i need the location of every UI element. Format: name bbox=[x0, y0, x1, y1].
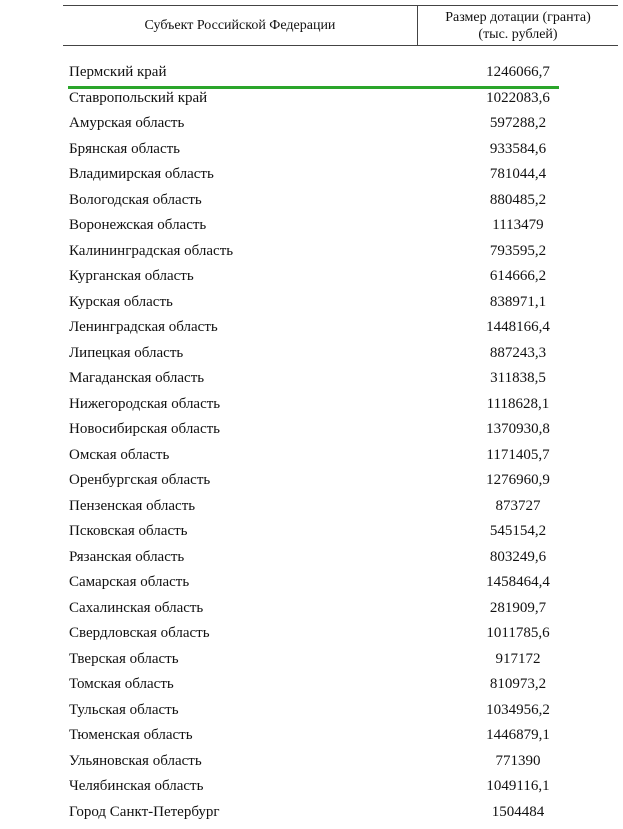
region-name-cell: Тверская область bbox=[69, 650, 179, 667]
amount-cell: 887243,3 bbox=[489, 344, 547, 361]
table-body bbox=[63, 61, 618, 826]
region-name-cell: Ставропольский край bbox=[69, 89, 208, 106]
amount-cell: 1113479 bbox=[492, 217, 544, 233]
header-amount-label: Размер дотации (гранта) bbox=[445, 9, 591, 25]
table-row bbox=[63, 699, 618, 725]
amount-cell: 781044,4 bbox=[489, 166, 547, 182]
table-row bbox=[63, 87, 618, 113]
table-row bbox=[63, 214, 618, 240]
table-row bbox=[63, 240, 618, 266]
amount-cell: 614666,2 bbox=[489, 268, 547, 284]
table-row bbox=[63, 316, 618, 342]
table-row bbox=[63, 61, 618, 87]
amount-cell: 880485,2 bbox=[489, 191, 547, 208]
region-name-cell: Рязанская область bbox=[69, 548, 185, 565]
table-row bbox=[63, 750, 618, 776]
region-name-cell: Сахалинская область bbox=[69, 599, 204, 616]
region-name-cell: Новосибирская область bbox=[69, 421, 221, 437]
amount-cell: 933584,6 bbox=[489, 140, 547, 157]
region-name-cell: Челябинская область bbox=[69, 778, 204, 794]
amount-cell: 1458464,4 bbox=[486, 574, 550, 590]
table-row bbox=[63, 597, 618, 623]
amount-cell: 873727 bbox=[495, 497, 541, 514]
amount-cell: 1022083,6 bbox=[486, 89, 550, 106]
region-name-cell: Пензенская область bbox=[69, 497, 196, 514]
region-name-cell: Нижегородская область bbox=[69, 395, 221, 412]
table-row bbox=[63, 622, 618, 648]
table-row bbox=[63, 775, 618, 801]
header-region-column bbox=[63, 6, 417, 45]
table-row bbox=[63, 367, 618, 393]
amount-cell: 1276960,9 bbox=[486, 472, 550, 488]
region-name-cell: Липецкая область bbox=[69, 344, 184, 361]
table-row bbox=[63, 495, 618, 521]
region-name-cell: Ульяновская область bbox=[69, 752, 202, 769]
region-name-cell: Омская область bbox=[69, 446, 170, 463]
region-name-cell: Самарская область bbox=[69, 574, 190, 590]
region-name-cell: Томская область bbox=[69, 676, 174, 692]
amount-cell: 1011785,6 bbox=[486, 625, 550, 641]
amount-cell: 803249,6 bbox=[489, 548, 547, 565]
table-header bbox=[63, 6, 618, 46]
amount-cell: 597288,2 bbox=[489, 115, 547, 131]
amount-cell: 1370930,8 bbox=[486, 421, 550, 437]
amount-cell: 1034956,2 bbox=[486, 701, 550, 718]
table-row bbox=[63, 418, 618, 444]
region-name-cell: Псковская область bbox=[69, 523, 188, 539]
region-name-cell: Воронежская область bbox=[69, 217, 207, 233]
table-row bbox=[63, 444, 618, 470]
header-amount-column bbox=[418, 6, 618, 45]
region-name-cell: Вологодская область bbox=[69, 191, 202, 208]
region-name-cell: Владимирская область bbox=[69, 166, 214, 182]
table-row bbox=[63, 163, 618, 189]
table-row bbox=[63, 520, 618, 546]
region-name-cell: Брянская область bbox=[69, 140, 181, 157]
table-row bbox=[63, 138, 618, 164]
table-row bbox=[63, 342, 618, 368]
region-name-cell: Свердловская область bbox=[69, 625, 210, 641]
region-name-cell: Город Санкт-Петербург bbox=[69, 803, 220, 820]
amount-cell: 771390 bbox=[495, 752, 541, 769]
table-row bbox=[63, 571, 618, 597]
amount-cell: 545154,2 bbox=[489, 523, 547, 539]
amount-cell: 1504484 bbox=[491, 803, 545, 820]
amount-cell: 838971,1 bbox=[489, 293, 547, 310]
table-row bbox=[63, 112, 618, 138]
table-row bbox=[63, 393, 618, 419]
amount-cell: 1049116,1 bbox=[486, 778, 550, 794]
table-row bbox=[63, 724, 618, 750]
region-name-cell: Калининградская область bbox=[69, 242, 234, 259]
table-row bbox=[63, 648, 618, 674]
header-amount-unit: (тыс. рублей) bbox=[478, 26, 558, 42]
region-name-cell: Курганская область bbox=[69, 268, 194, 284]
amount-cell: 810973,2 bbox=[489, 676, 547, 692]
region-name-cell: Курская область bbox=[69, 293, 173, 310]
region-name-cell: Пермский край bbox=[69, 64, 167, 80]
region-name-cell: Магаданская область bbox=[69, 370, 205, 386]
table-row bbox=[63, 546, 618, 572]
region-name-cell: Тульская область bbox=[69, 701, 179, 718]
region-name-cell: Амурская область bbox=[69, 115, 185, 131]
amount-cell: 1118628,1 bbox=[486, 395, 550, 412]
header-region-label: Субъект Российской Федерации bbox=[144, 17, 336, 33]
table-row bbox=[63, 469, 618, 495]
region-name-cell: Оренбургская область bbox=[69, 472, 211, 488]
highlight-underline bbox=[68, 86, 559, 89]
amount-cell: 1246066,7 bbox=[486, 64, 550, 80]
table-row bbox=[63, 801, 618, 827]
region-name-cell: Тюменская область bbox=[69, 727, 193, 743]
amount-cell: 311838,5 bbox=[490, 370, 546, 386]
amount-cell: 917172 bbox=[495, 650, 541, 667]
amount-cell: 1446879,1 bbox=[486, 727, 550, 743]
amount-cell: 793595,2 bbox=[489, 242, 547, 259]
table-row bbox=[63, 189, 618, 215]
amount-cell: 281909,7 bbox=[489, 599, 547, 616]
table-row bbox=[63, 291, 618, 317]
amount-cell: 1171405,7 bbox=[486, 446, 550, 463]
table-row bbox=[63, 673, 618, 699]
table-row bbox=[63, 265, 618, 291]
region-name-cell: Ленинградская область bbox=[69, 319, 218, 335]
amount-cell: 1448166,4 bbox=[486, 319, 550, 335]
